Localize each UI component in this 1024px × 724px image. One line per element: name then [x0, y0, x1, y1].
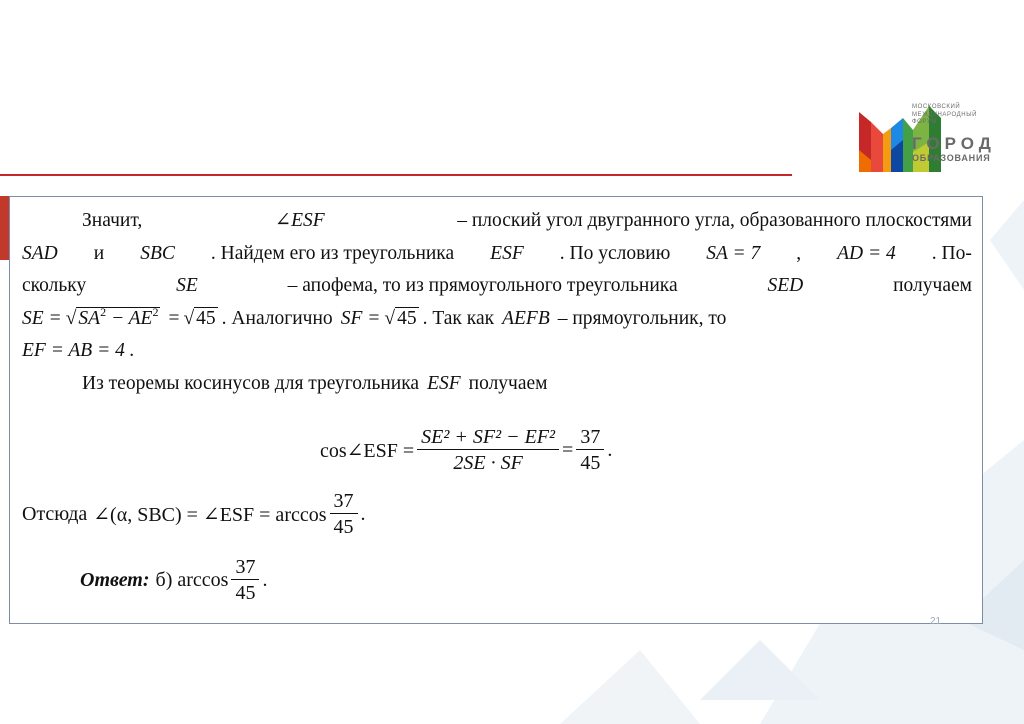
formula-den2: 45	[580, 452, 601, 474]
t-l4e: 2	[152, 304, 159, 319]
logo-small-1: МОСКОВСКИЙ	[912, 104, 961, 110]
answer-label: Ответ:	[80, 569, 150, 591]
t-l6c: получаем	[468, 372, 548, 394]
line2-num: 37	[330, 489, 358, 514]
line2-fraction	[330, 489, 358, 540]
formula-eq: =	[562, 439, 574, 461]
t-l3c: – апофема, то из прямоугольного треугольника	[287, 275, 678, 296]
left-accent-bar	[0, 196, 9, 260]
text-line-5	[22, 335, 972, 368]
t-l4g: 45	[196, 307, 216, 329]
t-l1c: – плоский угол двугранного угла, образованного плоскостями	[457, 210, 972, 231]
sqrt-icon: √ 45	[183, 307, 216, 329]
formula-num2: 37	[576, 425, 604, 450]
line2-end: .	[360, 503, 366, 525]
t-l3b: SE	[176, 275, 198, 296]
solution-box	[9, 196, 983, 624]
solution-text	[22, 205, 972, 400]
t-l4j: 45	[397, 307, 417, 329]
t-l2e: ESF	[490, 242, 524, 264]
t-l4a: SE =	[22, 307, 62, 329]
t-l4f: =	[168, 307, 180, 329]
formula-end: .	[607, 439, 613, 461]
answer-den: 45	[235, 582, 256, 604]
t-l4k: . Так как	[422, 307, 495, 329]
t-l2h: ,	[796, 242, 802, 264]
t-l3a: скольку	[22, 275, 87, 296]
answer-b: б) arccos	[155, 569, 229, 591]
sqrt-icon: √ 45	[384, 307, 417, 329]
conclusion-line	[22, 489, 366, 540]
text-line-4	[22, 303, 972, 336]
formula-fraction-2	[576, 425, 604, 476]
formula-fraction-1	[417, 425, 559, 476]
header-divider	[0, 174, 792, 176]
t-l2i: AD = 4	[837, 242, 896, 264]
line2-den: 45	[333, 516, 354, 538]
t-l1a: Значит,	[82, 210, 143, 231]
t-l4c: 2	[100, 304, 107, 319]
answer-end: .	[262, 569, 268, 591]
cosine-formula	[320, 425, 612, 476]
t-l2j: . По-	[931, 242, 972, 264]
text-line-2	[22, 238, 972, 271]
t-l2a: SAD	[22, 242, 58, 264]
formula-num: SE² + SF² − EF²	[417, 425, 559, 450]
t-l5: EF = AB = 4 .	[22, 340, 135, 361]
answer-num: 37	[231, 555, 259, 580]
answer-fraction	[231, 555, 259, 606]
t-l4d: − AE	[110, 307, 153, 329]
line2-b: ∠(α, SBC) = ∠ESF = arccos	[93, 504, 327, 526]
sqrt-icon: √ $SA^2 - AE^2$	[65, 304, 159, 329]
t-l2b: и	[93, 242, 105, 264]
line2-a: Отсюда	[22, 503, 88, 525]
logo-text	[912, 104, 996, 163]
logo-title: ГОРОД	[912, 133, 996, 153]
t-l3e: получаем	[893, 275, 972, 296]
t-l2f: . По условию	[559, 242, 671, 264]
t-l4i: SF =	[340, 307, 381, 329]
t-l3d: SED	[767, 275, 804, 296]
t-l2d: . Найдем его из треугольника	[210, 242, 455, 264]
t-l2c: SBC	[140, 242, 175, 264]
t-l4l: AEFB	[502, 307, 550, 329]
t-l4b: SA	[78, 307, 101, 329]
answer-line	[80, 555, 267, 606]
t-l1b: ∠ESF	[274, 210, 325, 231]
formula-den: 2SE · SF	[453, 452, 523, 474]
t-l4h: . Аналогично	[221, 307, 333, 329]
text-line-3	[22, 270, 972, 303]
logo-small-2: МЕЖДУНАРОДНЫЙ	[912, 111, 978, 118]
t-l6b: ESF	[427, 372, 461, 394]
t-l4m: – прямоугольник, то	[557, 307, 727, 329]
formula-lhs: cos∠ESF =	[320, 440, 415, 462]
logo-small-3: ФОРУМ	[912, 119, 937, 125]
page-number: 21	[930, 616, 942, 627]
t-l2g: SA = 7	[706, 242, 761, 264]
text-line-6	[22, 368, 972, 401]
text-line-1	[22, 205, 972, 238]
t-l6a: Из теоремы косинусов для треугольника	[82, 372, 420, 394]
logo-subtitle: ОБРАЗОВАНИЯ	[912, 152, 991, 163]
